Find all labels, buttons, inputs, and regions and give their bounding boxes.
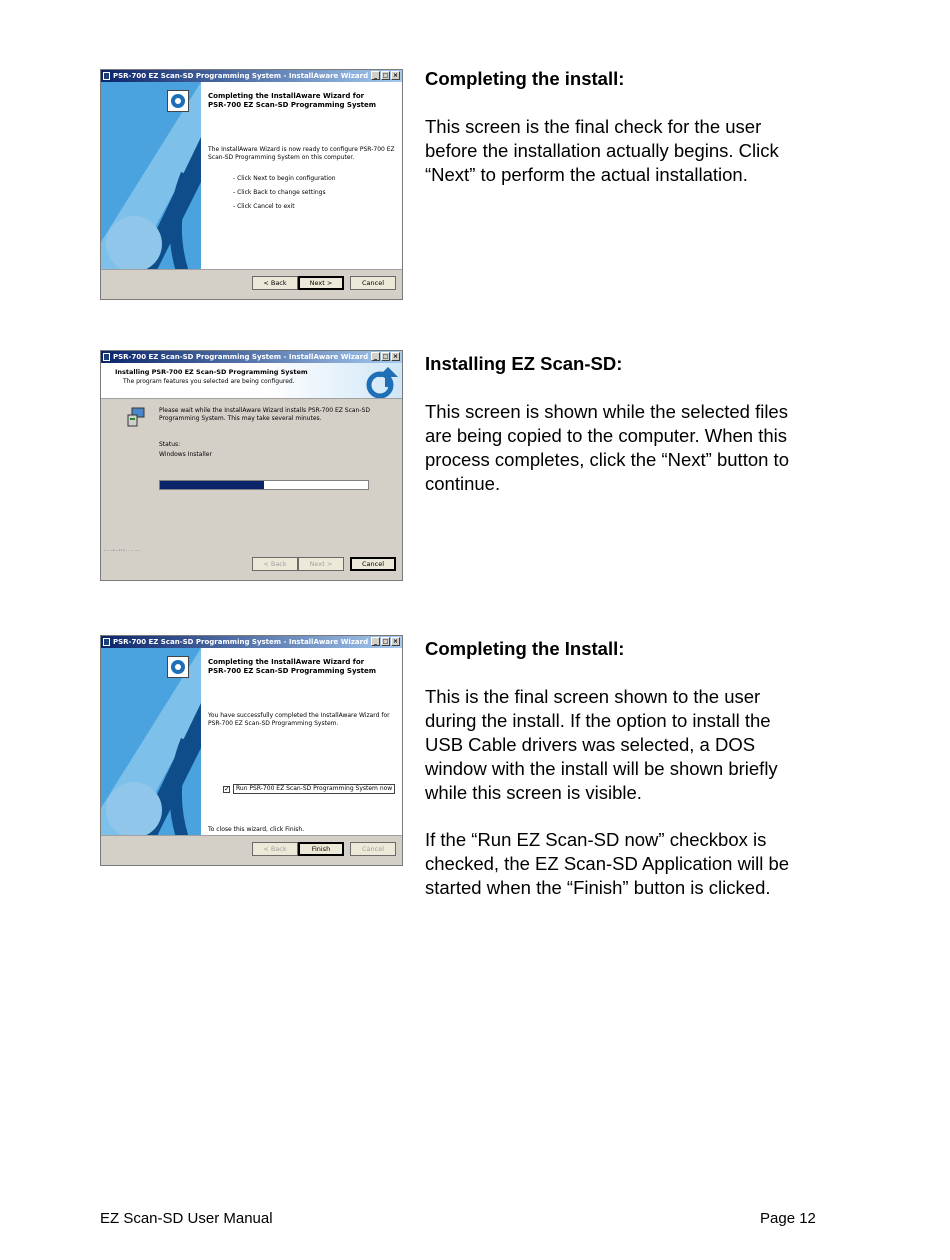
section1-line3: “Next” to perform the actual installation.	[425, 164, 748, 185]
wizard-button-bar	[101, 835, 402, 865]
minimize-button[interactable]: _	[371, 71, 380, 80]
finish-button[interactable]: Finish	[298, 842, 344, 856]
installer-logo-icon	[167, 656, 189, 678]
maximize-button[interactable]: □	[382, 72, 389, 79]
section3-para2-line3: started when the “Finish” button is clicked.	[425, 877, 771, 898]
section2-heading: Installing EZ Scan-SD:	[425, 353, 623, 374]
section3-para2-line1: If the “Run EZ Scan-SD now” checkbox is	[425, 829, 767, 850]
window-title: PSR-700 EZ Scan-SD Programming System - InstallAware Wizard	[113, 353, 369, 361]
installing-text-line2: Programming System. This may take several minutes.	[159, 415, 322, 422]
wizard-window-finish	[100, 635, 403, 866]
section2-line1: This screen is shown while the selected files	[425, 401, 788, 422]
wizard-bullet-next: - Click Next to begin configuration	[233, 175, 336, 182]
section3-line2: during the install. If the option to install the	[425, 710, 771, 731]
section2-line2: are being copied to the computer. When this	[425, 425, 787, 446]
wizard-button-bar	[101, 269, 402, 299]
wizard-heading-line2: PSR-700 EZ Scan-SD Programming System	[208, 101, 377, 109]
back-button[interactable]: < Back	[252, 276, 298, 290]
wizard-heading-line2: PSR-700 EZ Scan-SD Programming System	[208, 667, 377, 675]
section3-para2-line2: checked, the EZ Scan-SD Application will be	[425, 853, 790, 874]
progress-fill	[160, 481, 264, 489]
page-number: Page 12	[760, 1210, 816, 1227]
section1-line1: This screen is the final check for the user	[425, 116, 762, 137]
close-button[interactable]: ×	[392, 638, 399, 645]
wizard-heading-line1: Completing the InstallAware Wizard for	[208, 92, 365, 100]
close-button[interactable]: ×	[392, 353, 399, 360]
section3-line4: window with the install will be shown briefly	[425, 758, 778, 779]
window-title: PSR-700 EZ Scan-SD Programming System - InstallAware Wizard	[113, 72, 369, 80]
next-button[interactable]: Next >	[298, 557, 344, 571]
installing-text-line1: Please wait while the InstallAware Wizard installs PSR-700 EZ Scan-SD	[159, 407, 370, 414]
section2-line3: process completes, click the “Next” button to	[425, 449, 789, 470]
maximize-button[interactable]: □	[382, 638, 389, 645]
section1-heading: Completing the install:	[425, 68, 625, 89]
installer-arrow-logo-icon	[358, 365, 400, 398]
section1-line2: before the installation actually begins. Click	[425, 140, 779, 161]
section3-line5: while this screen is visible.	[425, 782, 642, 803]
window-title-bar	[101, 636, 402, 648]
app-icon	[103, 353, 110, 361]
window-title: PSR-700 EZ Scan-SD Programming System - InstallAware Wizard	[113, 638, 369, 646]
wizard-header-banner	[101, 363, 402, 399]
wizard-content	[201, 648, 402, 838]
close-button[interactable]: ×	[392, 72, 399, 79]
check-mark-icon: ✓	[224, 785, 230, 793]
minimize-button[interactable]: _	[371, 352, 380, 361]
header-title: Installing PSR-700 EZ Scan-SD Programming System	[115, 368, 308, 376]
manual-title-footer: EZ Scan-SD User Manual	[100, 1210, 273, 1227]
installer-logo-icon	[167, 90, 189, 112]
cancel-button[interactable]: Cancel	[350, 557, 396, 571]
back-button[interactable]: < Back	[252, 557, 298, 571]
wizard-bullet-back: - Click Back to change settings	[233, 189, 326, 196]
next-button[interactable]: Next >	[298, 276, 344, 290]
run-now-label[interactable]: Run PSR-700 EZ Scan-SD Programming System now	[233, 784, 395, 794]
section3-line3: USB Cable drivers was selected, a DOS	[425, 734, 756, 755]
status-value: Windows Installer	[159, 451, 212, 458]
wizard-bullet-cancel: - Click Cancel to exit	[233, 203, 295, 210]
wizard-heading-line1: Completing the InstallAware Wizard for	[208, 658, 365, 666]
maximize-button[interactable]: □	[382, 353, 389, 360]
window-title-bar	[101, 351, 402, 363]
section3-heading: Completing the Install:	[425, 638, 625, 659]
app-icon	[103, 72, 110, 80]
status-label: Status:	[159, 441, 181, 448]
cancel-button[interactable]: Cancel	[350, 842, 396, 856]
run-now-checkbox-row[interactable]	[223, 784, 395, 794]
minimize-button[interactable]: _	[371, 637, 380, 646]
run-now-checkbox[interactable]	[223, 786, 230, 793]
finish-text-line1: You have successfully completed the InstallAware Wizard for	[208, 712, 390, 719]
close-instruction: To close this wizard, click Finish.	[208, 826, 305, 833]
cancel-button[interactable]: Cancel	[350, 276, 396, 290]
window-title-bar	[101, 70, 402, 82]
wizard-window-ready	[100, 69, 403, 300]
finish-text-line2: PSR-700 EZ Scan-SD Programming System.	[208, 720, 339, 727]
section3-line1: This is the final screen shown to the user	[425, 686, 761, 707]
computer-install-icon	[126, 407, 146, 427]
wizard-text-line1: The InstallAware Wizard is now ready to configure PSR-700 EZ	[208, 146, 395, 153]
wizard-content	[201, 82, 402, 272]
wizard-window-installing	[100, 350, 403, 581]
app-icon	[103, 638, 110, 646]
back-button[interactable]: < Back	[252, 842, 298, 856]
install-progress-bar	[159, 480, 369, 490]
wizard-button-bar	[101, 551, 402, 580]
header-subtitle: The program features you selected are being configured.	[123, 378, 295, 385]
section2-line4: continue.	[425, 473, 501, 494]
wizard-text-line2: Scan-SD Programming System on this computer.	[208, 154, 355, 161]
